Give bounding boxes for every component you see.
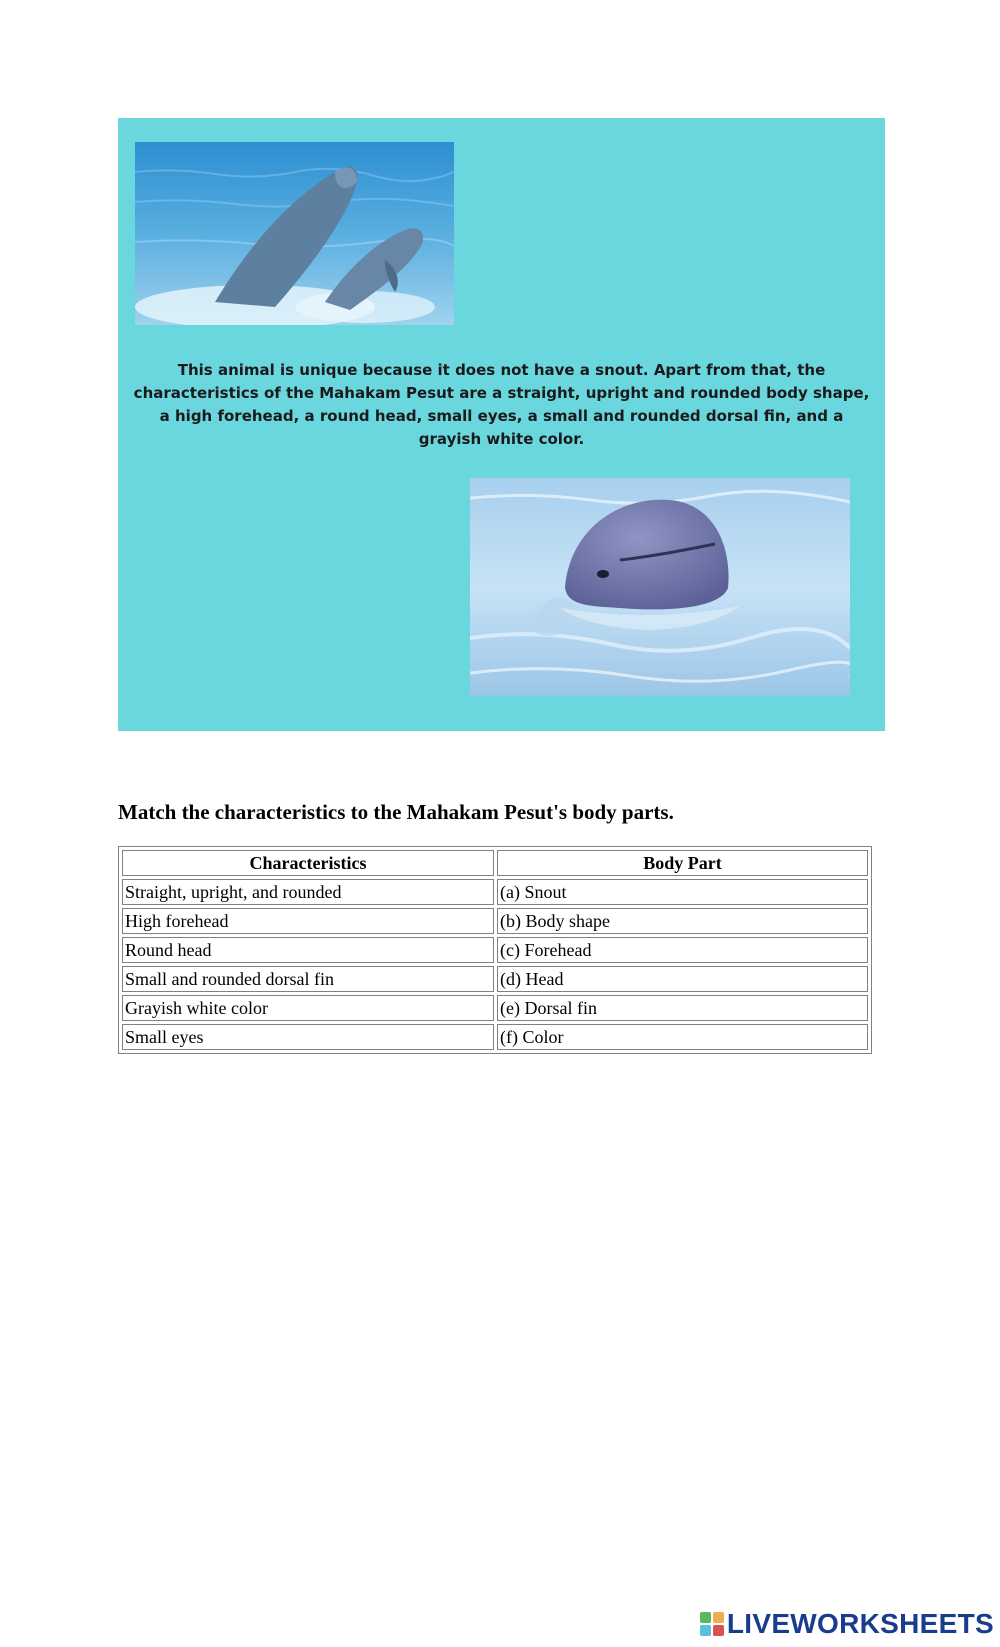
characteristic-cell[interactable]: Grayish white color	[122, 995, 494, 1021]
table-header-row	[122, 850, 868, 876]
characteristic-cell[interactable]: Small eyes	[122, 1024, 494, 1050]
body-part-cell[interactable]: (f) Color	[497, 1024, 868, 1050]
liveworksheets-brand[interactable]	[700, 1609, 994, 1639]
table-row	[122, 908, 868, 934]
body-part-cell[interactable]: (c) Forehead	[497, 937, 868, 963]
header-body-part: Body Part	[497, 850, 868, 876]
table-row	[122, 966, 868, 992]
liveworksheets-logo-icon	[700, 1612, 724, 1636]
table-row	[122, 1024, 868, 1050]
matching-table	[118, 846, 872, 1054]
brand-name: LIVEWORKSHEETS	[726, 1608, 994, 1639]
body-part-cell[interactable]: (b) Body shape	[497, 908, 868, 934]
description-text: This animal is unique because it does not have a snout. Apart from that, the characteristics of the Mahakam Pesut are a straight, upright and rounded body shape, a high forehead, a round head, small eyes, a small and rounded dorsal fin, and a grayish white color.	[133, 361, 870, 448]
table-row	[122, 879, 868, 905]
question-heading: Match the characteristics to the Mahakam Pesut's body parts.	[118, 800, 674, 824]
characteristic-cell[interactable]: Round head	[122, 937, 494, 963]
info-card	[118, 118, 885, 731]
body-part-cell[interactable]: (a) Snout	[497, 879, 868, 905]
characteristic-cell[interactable]: Small and rounded dorsal fin	[122, 966, 494, 992]
table-row	[122, 995, 868, 1021]
body-part-cell[interactable]: (e) Dorsal fin	[497, 995, 868, 1021]
table-row	[122, 937, 868, 963]
header-characteristics: Characteristics	[122, 850, 494, 876]
characteristic-cell[interactable]: High forehead	[122, 908, 494, 934]
dolphin-head-photo	[470, 478, 850, 696]
dolphins-leaping-photo	[135, 142, 454, 325]
body-part-cell[interactable]: (d) Head	[497, 966, 868, 992]
characteristic-cell[interactable]: Straight, upright, and rounded	[122, 879, 494, 905]
